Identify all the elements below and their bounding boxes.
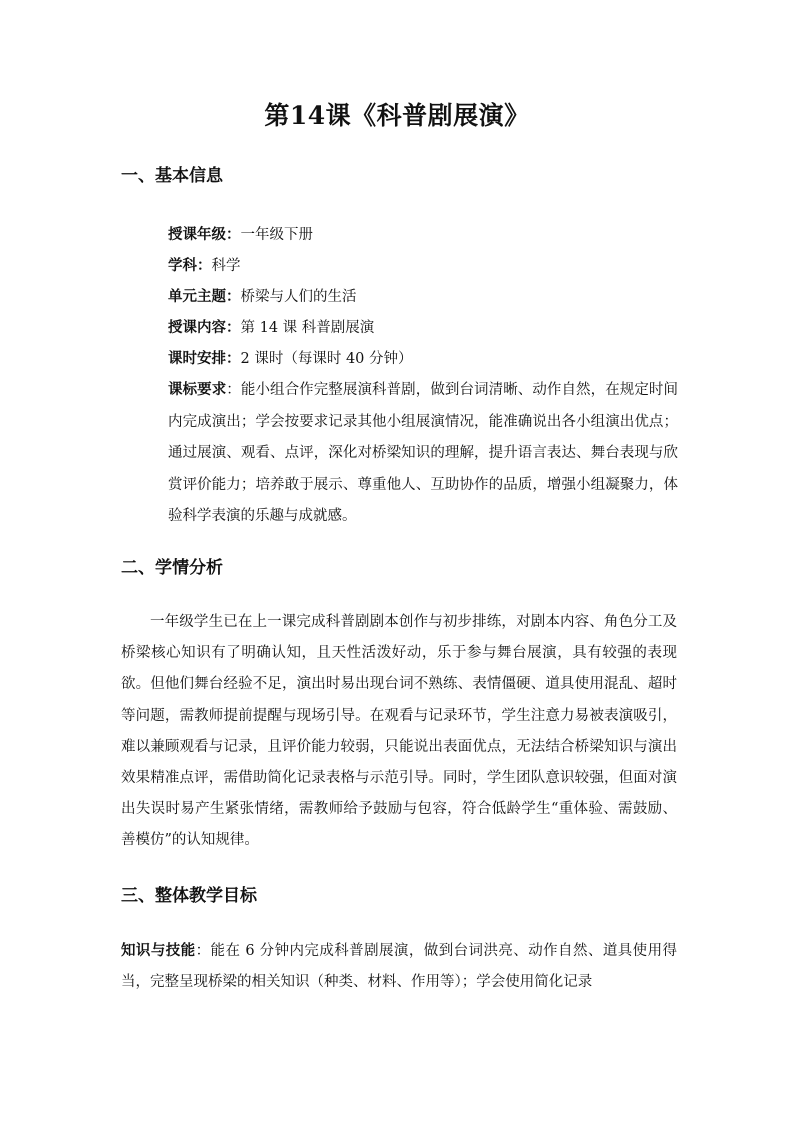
basic-info-list: [168, 219, 678, 533]
info-value: 科学: [211, 258, 241, 274]
info-label: 授课内容：: [168, 319, 241, 336]
info-row-unit-theme: [168, 281, 678, 312]
section-heading-basic-info: 一、基本信息: [121, 166, 223, 186]
info-value: 一年级下册: [240, 227, 313, 243]
info-row-grade: [168, 219, 678, 250]
objectives-knowledge-paragraph: [121, 935, 677, 998]
info-label: 课时安排：: [168, 350, 241, 367]
curriculum-standard-block: [168, 374, 678, 533]
info-label: 单元主题：: [168, 288, 241, 305]
info-value: 第 14 课 科普剧展演: [240, 320, 375, 336]
objectives-knowledge-label: 知识与技能: [121, 942, 196, 959]
info-row-subject: [168, 250, 678, 281]
section-heading-objectives: 三、整体教学目标: [121, 886, 257, 906]
info-row-schedule: [168, 343, 678, 374]
learner-analysis-paragraph: 一年级学生已在上一课完成科普剧剧本创作与初步排练，对剧本内容、角色分工及桥梁核心知识有了明确认知，且天性活泼好动，乐于参与舞台展演，具有较强的表现欲。但他们舞台经验不足，演出时易出现台词不熟练、表情僵硬、道具使用混乱、超时等问题，需教师提前提醒与现场引导。在观看与记录环节，学生注意力易被表演吸引，难以兼顾观看与记录，且评价能力较弱，只能说出表面优点，无法结合桥梁知识与演出效果精准点评，需借助简化记录表格与示范引导。同时，学生团队意识较强，但面对演出失误时易产生紧张情绪，需教师给予鼓励与包容，符合低龄学生“重体验、需鼓励、善模仿”的认知规律。: [121, 614, 677, 849]
info-label: 学科：: [168, 257, 212, 274]
info-label: 授课年级：: [168, 226, 241, 243]
info-row-content: [168, 312, 678, 343]
section-heading-learner-analysis: 二、学情分析: [121, 558, 223, 578]
curriculum-standard-label: 课标要求: [168, 381, 227, 398]
objectives-knowledge-text: ：能在 6 分钟内完成科普剧展演，做到台词洪亮、动作自然、道具使用得当，完整呈现桥梁的相关知识（种类、材料、作用等）；学会使用简化记录: [121, 943, 677, 991]
document-title: 第14课《科普剧展演》: [264, 101, 530, 130]
info-value: 桥梁与人们的生活: [240, 289, 357, 305]
info-value: 2 课时（每课时 40 分钟）: [240, 351, 413, 367]
curriculum-standard-text: ：能小组合作完整展演科普剧，做到台词清晰、动作自然，在规定时间内完成演出；学会按要求记录其他小组展演情况，能准确说出各小组演出优点；通过展演、观看、点评，深化对桥梁知识的理解，提升语言表达、舞台表现与欣赏评价能力；培养敢于展示、尊重他人、互助协作的品质，增强小组凝聚力，体验科学表演的乐趣与成就感。: [168, 382, 678, 524]
